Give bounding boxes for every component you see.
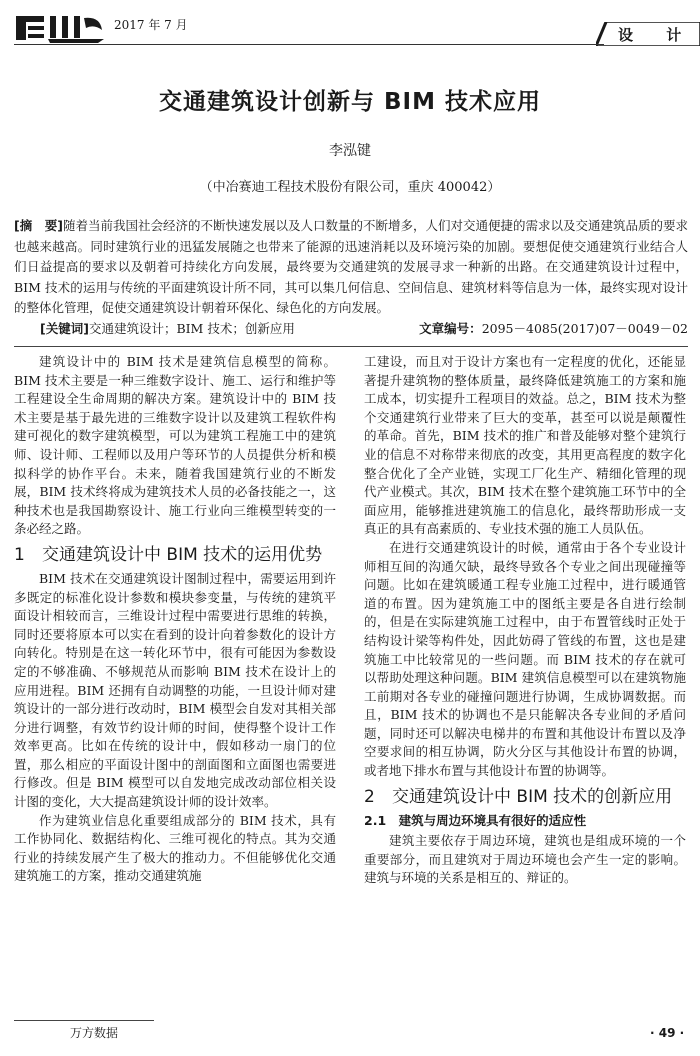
section-2-heading bbox=[364, 785, 686, 809]
section-1-title: 交通建筑设计中 BIM 技术的运用优势 bbox=[42, 544, 323, 565]
left-column bbox=[14, 353, 336, 886]
page-number: · 49 · bbox=[650, 1026, 685, 1040]
section-1-paragraph-2-cont: 工建设，而且对于设计方案也有一定程度的优化，还能显著提升建筑物的整体质量，最终降低建筑施工的方案和施工成本，切实提升工程项目的效益。总之，BIM 技术为整个交通建筑行业带来了巨大的变革，甚至可以说是颠覆性的革命。首先，BIM 技术的推广和普及能够对整个建筑行业的信息不对称带来彻底的改变，其用更高程度的数字化整合优化了全产业链，实现工厂化生产、精细化管理的现代产业模式。其次，BIM 技术在整个建筑施工环节中的全面应用，能够推进建筑施工的信息化，最终帮助形成一支真正的具有高素质的、专业技术强的施工人员队伍。 bbox=[364, 354, 686, 537]
section-1-paragraph-3: 在进行交通建筑设计的时候，通常由于各个专业设计师相互间的沟通欠缺，最终导致各个专业之间出现碰撞等问题。比如在建筑暖通工程专业施工过程中，进行暖通管道的布置。因为建筑施工中的图纸主要是各自进行绘制的，但是在实际建筑施工过程中，由于布置管线时正处于结构设计梁等构件处，因此妨碍了管线的布置，这也是建筑施工中比较常见的一些问题。而 BIM 技术的存在就可以帮助处理这种问题。BIM 建筑信息模型可以在建筑物施工前期对各专业的碰撞问题进行协调，生成协调数据。而且，BIM 技术的协调也不是只能解决各专业间的矛盾问题，同时还可以解决电梯井的布置和其他设计布置以及净空要求间的相互协调，防火分区与其他设计布置的协调，或者地下排水布置与其他设计布置的协调等。 bbox=[364, 539, 686, 779]
footer-divider bbox=[14, 1020, 154, 1021]
abstract-divider bbox=[14, 346, 688, 347]
issue-date: 2017 年 7 月 bbox=[114, 18, 188, 32]
right-column bbox=[364, 353, 686, 888]
abstract bbox=[14, 216, 688, 319]
section-1-number: 1 bbox=[14, 544, 25, 565]
author-affiliation: （中冶赛迪工程技术股份有限公司，重庆 400042） bbox=[199, 180, 501, 195]
subsection-2-1-title: 2.1 建筑与周边环境具有很好的适应性 bbox=[364, 812, 587, 828]
article-title: 交通建筑设计创新与 BIM 技术应用 bbox=[159, 89, 541, 115]
subsection-2-1-paragraph: 建筑主要依存于周边环境，建筑也是组成环境的一个重要部分，而且建筑对于周边环境也会产生一定的影响。建筑与环境的关系是相互的、辩证的。 bbox=[364, 833, 686, 886]
section-1-paragraph-1: BIM 技术在交通建筑设计图制过程中，需要运用到许多既定的标准化设计参数和模块参变量，与传统的建筑平面设计相较而言，三维设计过程中需要进行思维的转换，同时还要将原本可以实在看到的设计向着参数化的设计方向转化。特别是在这一转化环节中，很有可能因为参数设定的不够准确、不够规范从而影响 BIM 技术在设计上的应用进程。BIM 还拥有自动调整的功能，一旦设计师对建筑设计的一部分进行改动时，BIM 模型会自发对其相关部分进行调整，有效节约设计师的时间，使得整个设计工作效率更高。比如在传统的设计中，假如移动一扇门的位置，那么相应的平面设计图中的剖面图和立面图也需要进行修改。但是 BIM 模型可以自发地完成改动部位相关设计图的变化，大大提高建筑设计师的设计效率。 bbox=[14, 570, 336, 810]
section-1-paragraph-2: 作为建筑业信息化重要组成部分的 BIM 技术，具有工作协同化、数据结构化、三维可视化的特点。其为交通行业的持续发展产生了极大的推动力。不但能够优化交通建筑施工的方案，推动交通建筑施 bbox=[14, 812, 336, 884]
journal-logo bbox=[14, 12, 106, 44]
keywords-row bbox=[14, 319, 688, 339]
article-number bbox=[419, 319, 688, 337]
section-1-heading bbox=[14, 543, 336, 567]
section-2-number: 2 bbox=[364, 786, 375, 807]
article-number-label: 文章编号： bbox=[419, 321, 482, 336]
footer-source: 万方数据 bbox=[70, 1026, 119, 1040]
keywords-text: 交通建筑设计；BIM 技术；创新应用 bbox=[88, 321, 295, 336]
abstract-label: [摘 要] bbox=[14, 218, 63, 233]
keywords bbox=[40, 319, 295, 337]
keywords-label: [关键词] bbox=[40, 321, 89, 336]
article-author: 李泓键 bbox=[329, 143, 371, 159]
intro-paragraph: 建筑设计中的 BIM 技术是建筑信息模型的简称。BIM 技术主要是一种三维数字设计、施工、运行和维护等工程建设全生命周期的解决方案。建筑设计中的 BIM 技术主要是基于最先进的三维数字设计以及建筑工程软件构建可视化的数字建筑模型，可以为建筑工程施工中的建筑师、设计师、工程师以及用户等环节的人员提供分析和模拟科学的协作平台。未来，随着我国建筑行业的不断发展，BIM 技术终将成为建筑技术人员的必备技能之一，这种技术也是我国勘察设计、施工行业向三维模型转变的一条必经之路。 bbox=[14, 354, 336, 537]
abstract-text: 随着当前我国社会经济的不断快速发展以及人口数量的不断增多，人们对交通便捷的需求以及交通建筑品质的要求也越来越高。同时建筑行业的迅猛发展随之也带来了能源的迅速消耗以及环境污染的加剧。要想促使交通建筑行业结合人们日益提高的要求以及朝着可持续化方向发展，最终要为交通建筑的发展寻求一种新的出路。在交通建筑设计过程中，BIM 技术的运用与传统的平面建筑设计所不同，其可以集几何信息、空间信息、建筑材料等信息为一体，最终实现对设计的整体化管理，促使交通建筑设计朝着环保化、绿色化的方向发展。 bbox=[14, 218, 688, 316]
article-number-value: 2095－4085(2017)07－0049－02 bbox=[481, 321, 688, 336]
section-label: 设 计 bbox=[618, 26, 696, 44]
header-divider bbox=[14, 44, 604, 45]
section-2-title: 交通建筑设计中 BIM 技术的创新应用 bbox=[392, 786, 673, 807]
